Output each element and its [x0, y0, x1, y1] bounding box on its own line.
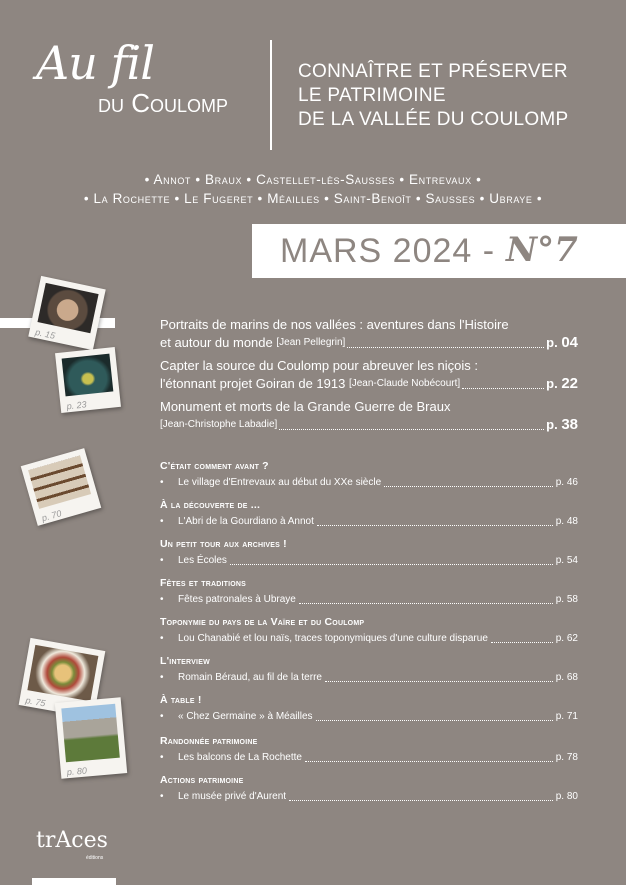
towns-line-2: • La Rochette • Le Fugeret • Méailles • Saint-Benoît • Sausses • Ubraye •: [83, 191, 543, 206]
photo-mountains: [55, 697, 127, 778]
section-page: p. 58: [555, 594, 578, 605]
feature-author: [Jean Pellegrin]: [276, 337, 346, 348]
feature-article[interactable]: [160, 357, 578, 393]
feature-title: Monument et morts de la Grande Guerre de Braux: [160, 399, 451, 414]
leader-dots: [317, 525, 553, 526]
bullet: •: [160, 633, 164, 644]
section-item: Le village d'Entrevaux au début du XXe siècle: [178, 477, 382, 488]
tagline-line: DE LA VALLÉE DU COULOMP: [298, 109, 569, 130]
feature-page-prefix: p.: [546, 417, 558, 432]
section-page: p. 78: [555, 752, 578, 763]
feature-article[interactable]: [160, 316, 578, 352]
issue-banner: [252, 224, 626, 278]
leader-dots: [347, 347, 544, 348]
toc-section[interactable]: [160, 693, 578, 724]
section-heading: Randonnée patrimoine: [160, 735, 258, 747]
bullet: •: [160, 711, 164, 722]
leader-dots: [230, 564, 553, 565]
photo-page-label: p. 80: [66, 765, 88, 778]
section-item: Lou Chanabié et lou naïs, traces toponymiques d'une culture disparue: [178, 633, 488, 644]
leader-dots: [316, 720, 553, 721]
photo-sailor-portrait: [28, 276, 105, 350]
photo-page-label: p. 70: [40, 508, 63, 524]
feature-page: [546, 375, 578, 393]
section-item: Les balcons de La Rochette: [178, 752, 302, 763]
feature-page-number: 22: [561, 375, 578, 392]
toc-section[interactable]: [160, 654, 578, 685]
toc-section[interactable]: [160, 576, 578, 607]
feature-title: l'étonnant projet Goiran de 1913: [160, 376, 346, 391]
leader-dots: [305, 761, 553, 762]
feature-title: Portraits de marins de nos vallées : aventures dans l'Histoire: [160, 317, 509, 332]
toc-section[interactable]: [160, 615, 578, 646]
feature-article[interactable]: [160, 398, 578, 434]
section-heading: C'était comment avant ?: [160, 460, 269, 472]
section-page: p. 54: [555, 555, 578, 566]
publisher-logo: [36, 828, 108, 861]
leader-dots: [279, 429, 544, 430]
leader-dots: [384, 486, 553, 487]
leader-dots: [462, 388, 544, 389]
bottom-bar: [32, 878, 116, 885]
feature-page-number: 38: [561, 416, 578, 433]
section-heading: À table !: [160, 694, 202, 706]
feature-page-number: 04: [561, 334, 578, 351]
bullet: •: [160, 477, 164, 488]
photo-sailor-image: [37, 283, 98, 333]
section-heading: Actions patrimoine: [160, 774, 244, 786]
section-item: « Chez Germaine » à Méailles: [178, 711, 313, 722]
photo-water-image: [62, 354, 114, 397]
section-heading: Fêtes et traditions: [160, 577, 247, 589]
bullet: •: [160, 594, 164, 605]
section-item: Le musée privé d'Aurent: [178, 791, 287, 802]
feature-author: [Jean-Claude Nobécourt]: [348, 378, 461, 389]
photo-water-source: [55, 347, 121, 413]
publisher-name: trAces: [36, 828, 108, 853]
feature-title: Capter la source du Coulomp pour abreuver les niçois :: [160, 358, 478, 373]
section-item: Romain Béraud, au fil de la terre: [178, 672, 322, 683]
leader-dots: [289, 800, 553, 801]
photo-page-label: p. 75: [24, 695, 47, 709]
feature-author: [Jean-Christophe Labadie]: [160, 419, 278, 430]
section-heading: L'interview: [160, 655, 210, 667]
leader-dots: [325, 681, 553, 682]
section-page: p. 62: [555, 633, 578, 644]
section-page: p. 71: [555, 711, 578, 722]
feature-page: [546, 334, 578, 352]
bullet: •: [160, 752, 164, 763]
photo-page-label: p. 23: [66, 399, 88, 412]
tagline: [298, 60, 569, 132]
toc-section[interactable]: [160, 498, 578, 529]
feature-page: [546, 416, 578, 434]
feature-page-prefix: p.: [546, 335, 558, 350]
logo-subtitle: du Coulomp: [98, 88, 229, 118]
toc-section[interactable]: [160, 734, 578, 765]
issue-number: N°7: [506, 230, 578, 270]
bullet: •: [160, 555, 164, 566]
bullet: •: [160, 791, 164, 802]
logo-script: Au fil: [36, 36, 154, 90]
bullet: •: [160, 672, 164, 683]
section-item: Fêtes patronales à Ubraye: [178, 594, 296, 605]
leader-dots: [299, 603, 553, 604]
leader-dots: [491, 642, 553, 643]
towns-line-1: • Annot • Braux • Castellet-lès-Sausses • Entrevaux •: [144, 172, 482, 187]
section-item: Les Écoles: [178, 555, 227, 566]
toc-section[interactable]: [160, 459, 578, 490]
feature-page-prefix: p.: [546, 376, 558, 391]
section-page: p. 48: [555, 516, 578, 527]
section-heading: À la découverte de ...: [160, 499, 261, 511]
section-item: L'Abri de la Gourdiano à Annot: [178, 516, 314, 527]
photo-shelves-image: [28, 456, 91, 509]
issue-month: MARS 2024 -: [280, 232, 496, 270]
section-heading: Toponymie du pays de la Vaïre et du Coulomp: [160, 616, 365, 628]
tagline-line: CONNAÎTRE ET PRÉSERVER: [298, 61, 568, 82]
photo-museum-shelves: [21, 448, 102, 526]
publisher-sub: éditions: [86, 855, 104, 861]
section-page: p. 80: [555, 791, 578, 802]
tagline-line: LE PATRIMOINE: [298, 85, 446, 106]
toc-section[interactable]: [160, 537, 578, 568]
photo-page-label: p. 15: [34, 326, 57, 341]
section-page: p. 68: [555, 672, 578, 683]
photo-mountains-image: [61, 704, 120, 763]
photo-dish-image: [27, 645, 98, 701]
bullet: •: [160, 516, 164, 527]
section-page: p. 46: [555, 477, 578, 488]
feature-title: et autour du monde: [160, 335, 273, 350]
toc-section[interactable]: [160, 773, 578, 804]
section-heading: Un petit tour aux archives !: [160, 538, 287, 550]
header-divider: [270, 40, 272, 150]
